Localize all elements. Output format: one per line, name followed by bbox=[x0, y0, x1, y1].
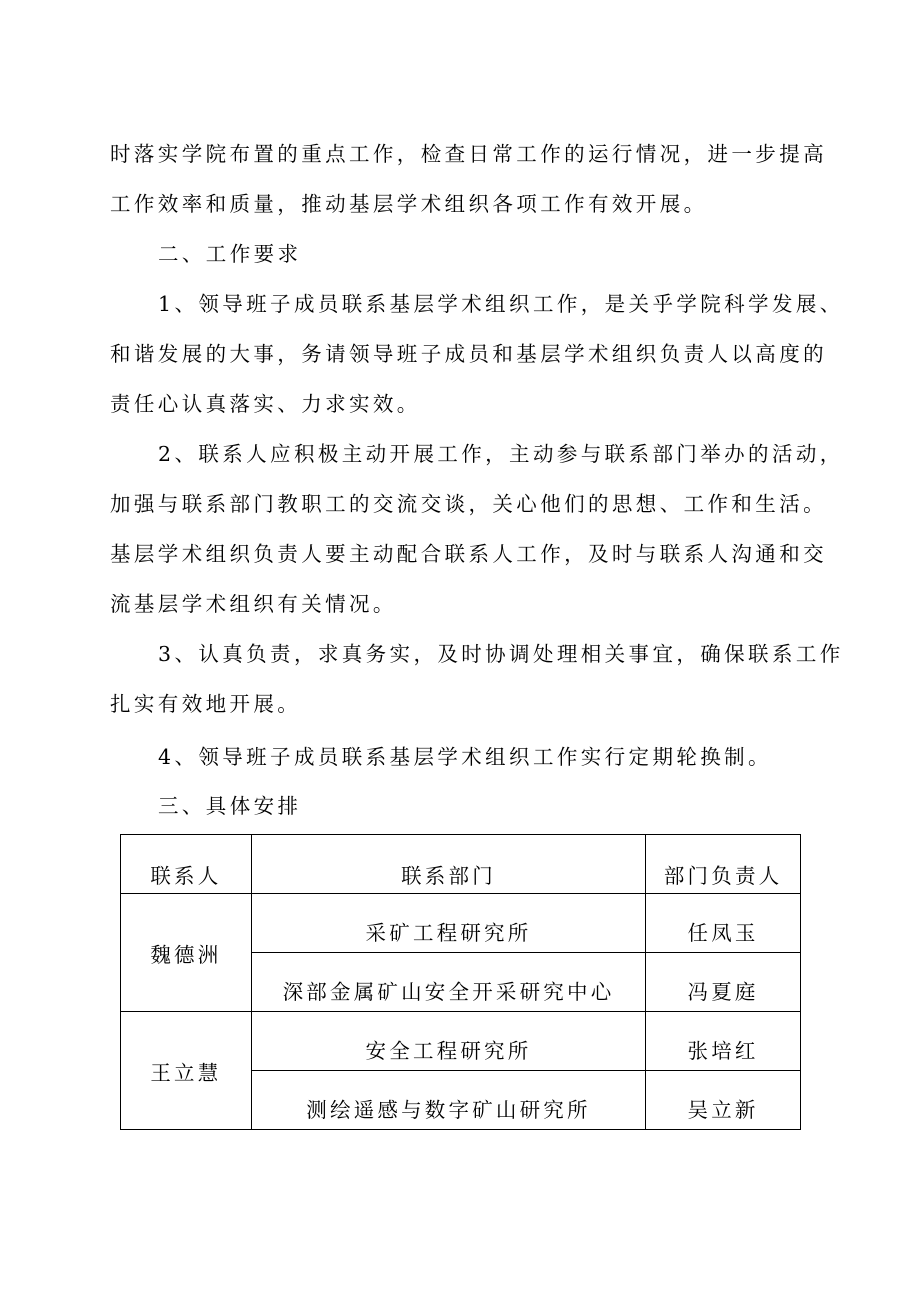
paragraph-line: 时落实学院布置的重点工作，检查日常工作的运行情况，进一步提高 bbox=[110, 142, 827, 166]
table-header-row bbox=[121, 835, 801, 894]
header-department: 联系部门 bbox=[251, 835, 645, 894]
paragraph-line: 基层学术组织负责人要主动配合联系人工作，及时与联系人沟通和交 bbox=[110, 542, 827, 566]
department-cell: 测绘遥感与数字矿山研究所 bbox=[251, 1071, 645, 1130]
header-department-head: 部门负责人 bbox=[646, 835, 801, 894]
department-cell: 采矿工程研究所 bbox=[251, 894, 645, 953]
paragraph-line: 4、领导班子成员联系基层学术组织工作实行定期轮换制。 bbox=[158, 745, 772, 769]
header-contact: 联系人 bbox=[121, 835, 252, 894]
head-cell: 任凤玉 bbox=[646, 894, 801, 953]
paragraph-line: 工作效率和质量，推动基层学术组织各项工作有效开展。 bbox=[110, 192, 708, 216]
paragraph-line: 和谐发展的大事，务请领导班子成员和基层学术组织负责人以高度的 bbox=[110, 342, 827, 366]
section-heading-work-requirements: 二、工作要求 bbox=[158, 242, 302, 266]
contact-cell: 王立慧 bbox=[121, 1012, 252, 1130]
table-row bbox=[121, 1012, 801, 1071]
paragraph-line: 2、联系人应积极主动开展工作，主动参与联系部门举办的活动， bbox=[158, 442, 844, 466]
arrangement-table bbox=[120, 834, 801, 1130]
paragraph-line: 责任心认真落实、力求实效。 bbox=[110, 392, 421, 416]
table-row bbox=[121, 894, 801, 953]
paragraph-line: 3、认真负责，求真务实，及时协调处理相关事宜，确保联系工作 bbox=[158, 642, 844, 666]
paragraph-line: 流基层学术组织有关情况。 bbox=[110, 592, 397, 616]
contact-cell: 魏德洲 bbox=[121, 894, 252, 1012]
paragraph-line: 加强与联系部门教职工的交流交谈，关心他们的思想、工作和生活。 bbox=[110, 492, 827, 516]
paragraph-line: 1、领导班子成员联系基层学术组织工作，是关乎学院科学发展、 bbox=[158, 292, 844, 316]
head-cell: 吴立新 bbox=[646, 1071, 801, 1130]
department-cell: 安全工程研究所 bbox=[251, 1012, 645, 1071]
head-cell: 张培红 bbox=[646, 1012, 801, 1071]
section-heading-specific-arrangement: 三、具体安排 bbox=[158, 794, 302, 818]
head-cell: 冯夏庭 bbox=[646, 953, 801, 1012]
paragraph-line: 扎实有效地开展。 bbox=[110, 692, 302, 716]
department-cell: 深部金属矿山安全开采研究中心 bbox=[251, 953, 645, 1012]
